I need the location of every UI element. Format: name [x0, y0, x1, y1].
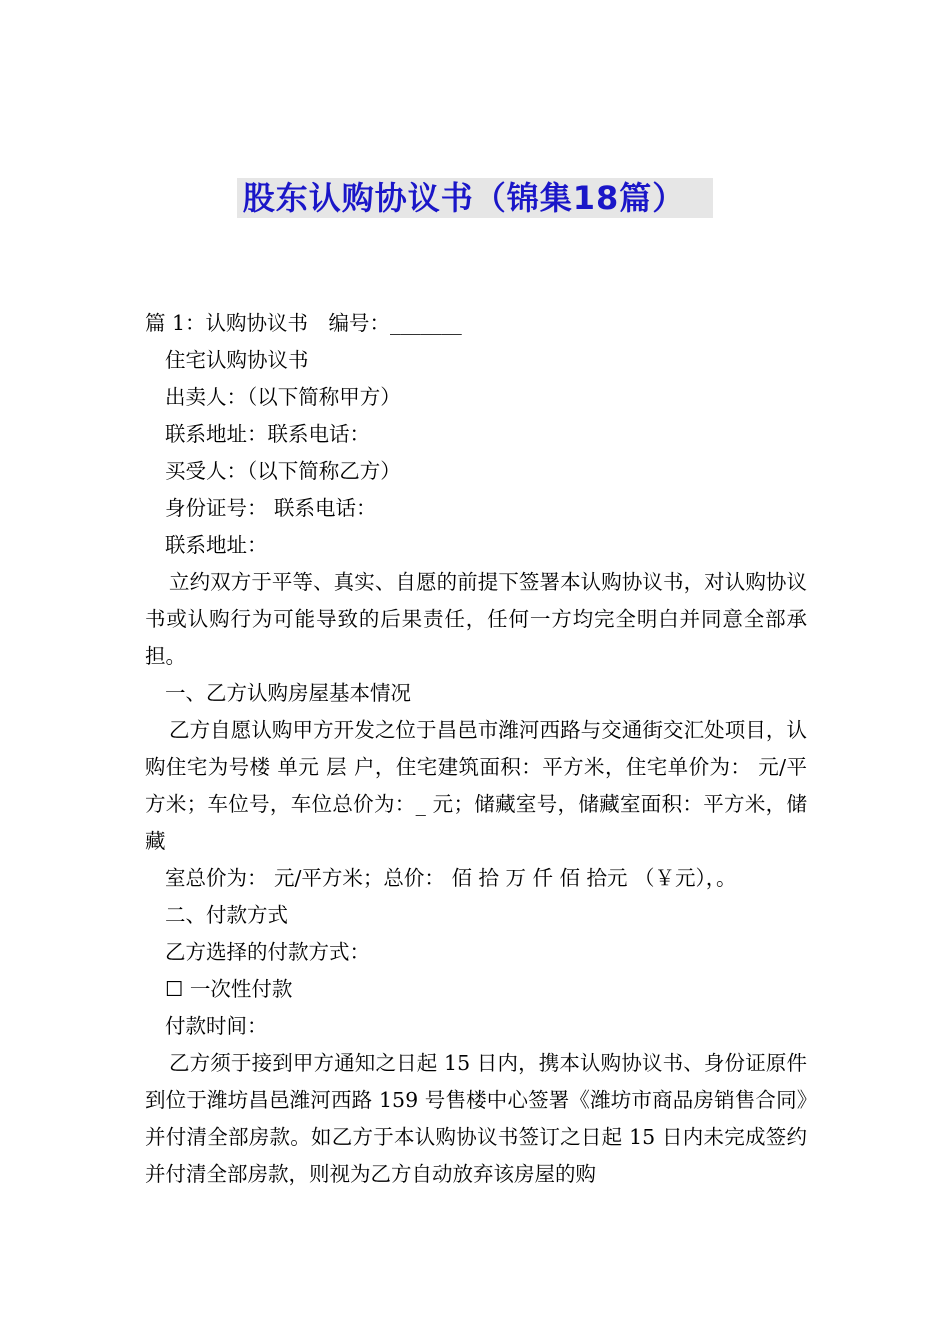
- paragraph-payment-choice: 乙方选择的付款方式：: [165, 940, 370, 964]
- paragraph-agreement-statement: 立约双方于平等、真实、自愿的前提下签署本认购协议书，对认购协议书或认购行为可能导致的后果责任，任何一方均完全明白并同意全部承担。: [145, 570, 807, 668]
- section-heading-house-info: 一、乙方认购房屋基本情况: [165, 681, 411, 705]
- paragraph-storage-price: 室总价为： 元/平方米；总价： 佰 拾 万 仟 佰 拾元 （￥元），。: [165, 866, 737, 890]
- paragraph-house-details: 乙方自愿认购甲方开发之位于昌邑市潍河西路与交通街交汇处项目，认购住宅为号楼 单元 层 户，住宅建筑面积：平方米，住宅单价为： 元/平方米；车位号，车位总价为：_ 元；储藏室号，储藏室面积：平方米，储藏: [145, 718, 807, 853]
- section-heading-payment: 二、付款方式: [165, 903, 288, 927]
- document-title: 股东认购协议书（锦集18篇）: [237, 178, 714, 218]
- checkbox-one-time-payment: ☐ 一次性付款: [165, 977, 293, 1001]
- paragraph-seller: 出卖人：（以下简称甲方）: [165, 385, 401, 409]
- paragraph-heading-article: 篇 1：认购协议书 编号：_______: [145, 311, 462, 335]
- paragraph-payment-time: 付款时间：: [165, 1014, 268, 1038]
- title-container: [0, 178, 950, 218]
- paragraph-buyer-address: 联系地址：: [165, 533, 268, 557]
- document-body: [145, 305, 807, 1193]
- paragraph-payment-terms: 乙方须于接到甲方通知之日起 15 日内，携本认购协议书、身份证原件到位于潍坊昌邑潍河西路 159 号售楼中心签署《潍坊市商品房销售合同》并付清全部房款。如乙方于本认购协议书签订之日起 15 日内未完成签约并付清全部房款，则视为乙方自动放弃该房屋的购: [145, 1051, 807, 1186]
- paragraph-buyer-id: 身份证号： 联系电话：: [165, 496, 377, 520]
- paragraph-buyer: 买受人：（以下简称乙方）: [165, 459, 401, 483]
- paragraph-seller-contact: 联系地址：联系电话：: [165, 422, 370, 446]
- paragraph-subtitle: 住宅认购协议书: [165, 348, 309, 372]
